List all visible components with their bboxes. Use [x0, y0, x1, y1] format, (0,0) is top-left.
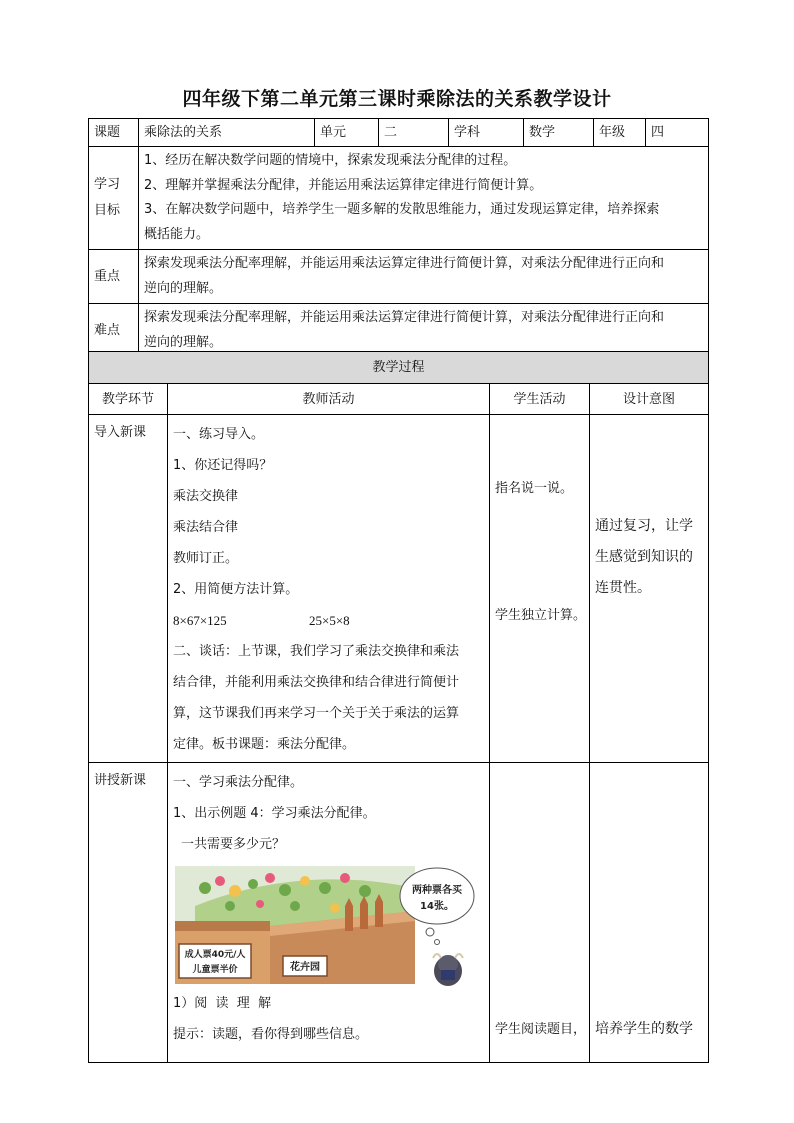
calc-exercises [173, 605, 484, 636]
label-unit: 单元 [315, 119, 379, 147]
objective-line: 2、理解并掌握乘法分配律，并能运用乘法运算律定律进行简便计算。 [144, 177, 543, 193]
teacher-line: 2、用简便方法计算。 [173, 582, 299, 597]
student-line: 指名说一说。 [495, 481, 574, 496]
teacher-activity-new [168, 763, 490, 1063]
teacher-line: 乘法交换律 [173, 489, 239, 504]
teacher-line: 结合律，并能利用乘法交换律和结合律进行简便计 [173, 675, 460, 690]
buffalo-character [433, 954, 463, 986]
key-point-line: 探索发现乘法分配率理解，并能运用乘法运算定律进行简便计算，对乘法分配律进行正向和 [144, 256, 665, 271]
difficulty-label: 难点 [89, 304, 139, 358]
teacher-line: 定律。板书课题：乘法分配律。 [173, 737, 356, 752]
difficulty-line: 逆向的理解。 [144, 334, 223, 350]
column-header-teacher: 教师活动 [168, 384, 490, 415]
difficulty-content [139, 304, 709, 358]
column-header-stage: 教学环节 [89, 384, 168, 415]
question-line: 一共需要多少元？ [181, 837, 286, 852]
intent-line: 通过复习，让学 [595, 518, 693, 534]
label-subject: 学科 [449, 119, 524, 147]
speech-line-1: 两种票各买 [412, 885, 462, 896]
column-header-student: 学生活动 [490, 384, 590, 415]
page-title: 四年级下第二单元第三课时乘除法的关系教学设计 [182, 88, 612, 110]
park-scene-image [175, 866, 475, 988]
objectives-label [89, 147, 139, 250]
ticket-sign-line-1: 成人票40元/人 [184, 950, 246, 960]
student-line: 学生独立计算。 [495, 608, 587, 623]
process-header: 教学过程 [89, 352, 709, 384]
subject-value: 数学 [524, 119, 594, 147]
objective-line: 概括能力。 [144, 226, 210, 242]
intent-line: 生感觉到知识的 [595, 549, 693, 565]
intent-line: 培养学生的数学 [595, 1021, 693, 1037]
teacher-line: 乘法结合律 [173, 520, 239, 535]
teacher-line: 二、谈话：上节课，我们学习了乘法交换律和乘法 [173, 644, 460, 659]
column-header-intent: 设计意图 [590, 384, 709, 415]
garden-sign: 花卉园 [290, 962, 320, 973]
objectives-content [139, 147, 709, 250]
ticket-sign-line-2: 儿童票半价 [192, 965, 238, 975]
teacher-line: 一、学习乘法分配律。 [173, 775, 304, 790]
calc-expression-2: 25×5×8 [309, 613, 350, 628]
teacher-line: 1、出示例题 4：学习乘法分配律。 [173, 806, 376, 821]
example-illustration [175, 866, 462, 984]
student-activity-new [490, 763, 590, 1063]
teacher-line: 教师订正。 [173, 551, 239, 566]
info-table [88, 118, 709, 358]
label-grade: 年级 [594, 119, 646, 147]
student-activity-intro [490, 415, 590, 763]
speech-line-2: 14张。 [420, 901, 454, 912]
topic-value: 乘除法的关系 [139, 119, 315, 147]
teacher-line: 1）阅 读 理 解 [173, 996, 272, 1011]
teacher-line: 提示：读题，看你得到哪些信息。 [173, 1027, 369, 1042]
key-point-line: 逆向的理解。 [144, 280, 223, 296]
key-point-label: 重点 [89, 250, 139, 304]
objectives-label-a: 学习 [94, 177, 121, 192]
process-table [88, 351, 709, 1063]
teacher-line: 一、练习导入。 [173, 427, 265, 442]
calc-expression-1: 8×67×125 [173, 613, 227, 628]
objectives-label-b: 目标 [94, 203, 121, 218]
student-line: 学生阅读题目， [495, 1022, 587, 1037]
teacher-activity-intro [168, 415, 490, 763]
label-topic: 课题 [89, 119, 139, 147]
stage-new-lesson: 讲授新课 [89, 763, 168, 1063]
objective-line: 3、在解决数学问题中，培养学生一题多解的发散思维能力，通过发现运算定律，培养探索 [144, 202, 660, 217]
design-intent-new [590, 763, 709, 1063]
teacher-line: 算，这节课我们再来学习一个关于关于乘法的运算 [173, 706, 460, 721]
difficulty-line: 探索发现乘法分配率理解，并能运用乘法运算定律进行简便计算，对乘法分配律进行正向和 [144, 310, 665, 325]
grade-value: 四 [646, 119, 709, 147]
unit-value: 二 [379, 119, 449, 147]
objective-line: 1、经历在解决数学问题的情境中，探索发现乘法分配律的过程。 [144, 153, 517, 168]
key-point-content [139, 250, 709, 304]
design-intent-intro [590, 415, 709, 763]
intent-line: 连贯性。 [595, 580, 651, 596]
teacher-line: 1、你还记得吗？ [173, 458, 273, 473]
stage-intro: 导入新课 [89, 415, 168, 763]
